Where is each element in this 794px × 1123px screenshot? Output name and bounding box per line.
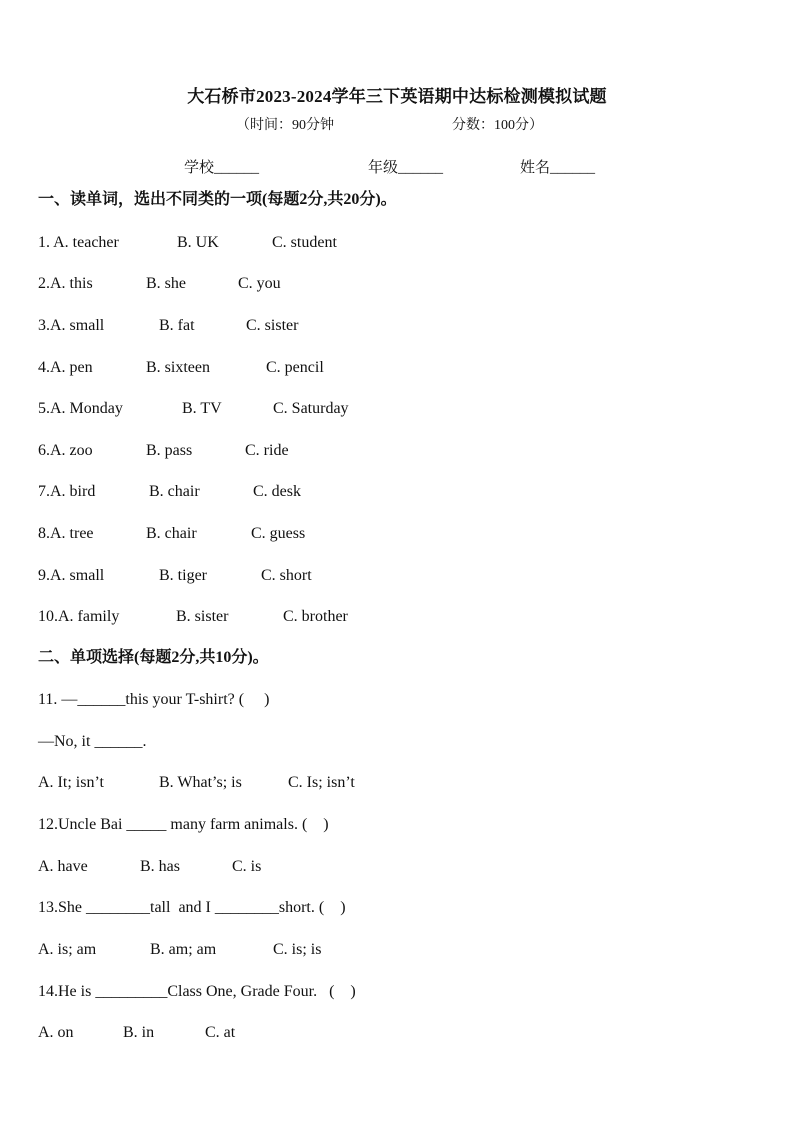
q11-option-c: C. Is; isn’t xyxy=(288,774,355,791)
q13-stem: 13.She ________tall and I ________short. ( ) xyxy=(38,899,346,916)
q9-a: 9.A. small xyxy=(38,567,105,584)
q12-stem: 12.Uncle Bai _____ many farm animals. ( ) xyxy=(38,816,329,833)
name-field: 姓名______ xyxy=(520,160,596,176)
q4-a: 4.A. pen xyxy=(38,359,93,376)
q2-c: C. you xyxy=(238,275,281,292)
q7-b: B. chair xyxy=(149,483,200,500)
exam-time: （时间：90分钟 xyxy=(236,118,334,133)
q9-c: C. short xyxy=(261,567,312,584)
exam-score: 分数：100分） xyxy=(452,118,543,133)
q14-stem: 14.He is _________Class One, Grade Four. ( ) xyxy=(38,983,356,1000)
q3-c: C. sister xyxy=(246,317,299,334)
q1-c: C. student xyxy=(272,234,337,251)
q10-c: C. brother xyxy=(283,608,348,625)
q12-option-c: C. is xyxy=(232,858,262,875)
q6-c: C. ride xyxy=(245,442,289,459)
grade-field: 年级______ xyxy=(368,160,444,176)
school-field: 学校______ xyxy=(184,160,260,176)
section1-heading: 一、读单词，选出不同类的一项(每题2分,共20分)。 xyxy=(38,191,397,208)
exam-title: 大石桥市2023-2024学年三下英语期中达标检测模拟试题 xyxy=(187,87,607,106)
q1-b: B. UK xyxy=(177,234,219,251)
q14-option-b: B. in xyxy=(123,1024,155,1041)
q2-b: B. she xyxy=(146,275,186,292)
q11-option-b: B. What’s; is xyxy=(159,774,242,791)
q8-a: 8.A. tree xyxy=(38,525,94,542)
q11-stem: 11. —______this your T-shirt? ( ) xyxy=(38,691,270,708)
q12-option-b: B. has xyxy=(140,858,180,875)
q8-c: C. guess xyxy=(251,525,306,542)
q4-c: C. pencil xyxy=(266,359,324,376)
q3-a: 3.A. small xyxy=(38,317,105,334)
q4-b: B. sixteen xyxy=(146,359,210,376)
q12-option-a: A. have xyxy=(38,858,88,875)
q11-option-a: A. It; isn’t xyxy=(38,774,104,791)
q2-a: 2.A. this xyxy=(38,275,93,292)
q6-b: B. pass xyxy=(146,442,193,459)
q8-b: B. chair xyxy=(146,525,197,542)
q10-a: 10.A. family xyxy=(38,608,120,625)
q9-b: B. tiger xyxy=(159,567,207,584)
q5-b: B. TV xyxy=(182,400,222,417)
q13-option-c: C. is; is xyxy=(273,941,322,958)
q13-option-a: A. is; am xyxy=(38,941,97,958)
q14-option-a: A. on xyxy=(38,1024,74,1041)
section2-heading: 二、单项选择(每题2分,共10分)。 xyxy=(38,649,269,666)
q1-a: 1. A. teacher xyxy=(38,234,119,251)
q5-c: C. Saturday xyxy=(273,400,349,417)
q11-reply: —No, it ______. xyxy=(38,733,147,750)
q7-a: 7.A. bird xyxy=(38,483,96,500)
q6-a: 6.A. zoo xyxy=(38,442,93,459)
q10-b: B. sister xyxy=(176,608,229,625)
q5-a: 5.A. Monday xyxy=(38,400,123,417)
q13-option-b: B. am; am xyxy=(150,941,217,958)
q7-c: C. desk xyxy=(253,483,301,500)
q3-b: B. fat xyxy=(159,317,195,334)
q14-option-c: C. at xyxy=(205,1024,236,1041)
